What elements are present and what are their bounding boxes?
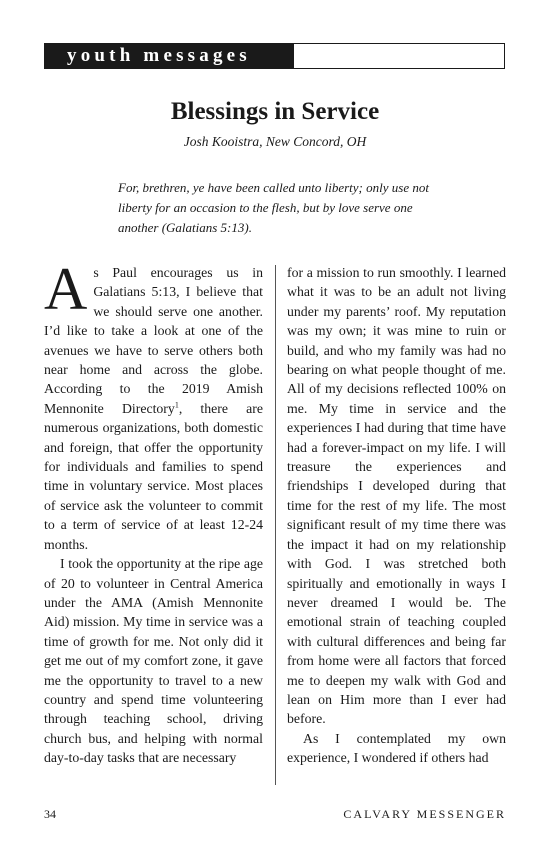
- drop-cap: A: [44, 256, 88, 322]
- page-number: 34: [44, 807, 56, 821]
- paragraph-3: As I contemplated my own experience, I wondered if others had: [287, 730, 506, 766]
- paragraph-1: [44, 256, 264, 554]
- column-divider: [275, 265, 276, 785]
- section-header-bar: [44, 43, 505, 69]
- epigraph-quote: For, brethren, ye have been called unto liberty; only use not liberty for an occasion to the flesh, but by love serve one another (Galatians 5:13).: [118, 180, 429, 235]
- section-label: youth messages: [45, 44, 294, 68]
- right-column: [287, 263, 506, 768]
- paragraph-2-continued: for a mission to run smoothly. I learned what it was to be an adult not living under my parents’ roof. My reputation was my own; it was mine to ruin or build, and who my family was had no bearing on what people thought of me. All of my decisions reflected 100% on me. My time in service and the experiences I had during that time have had a forever-impact on my life. I will treasure the experiences and friendships I developed during that time for the rest of my life. The most significant result of my time there was the impact it had on my relationship with God. I was stretched both spiritually and emotionally in ways I never dreamed I would be. The emotional strain of teaching coupled with cultural differences and being far from home were all factors that forced me to deepen my walk with God and lean on Him more than I ever had before.: [287, 265, 506, 727]
- left-column: [44, 256, 264, 768]
- paragraph-1-text-b: , there are numerous organizations, both domestic and foreign, that offer the opportunity for individuals and families to spend time in voluntary service. Most places of service ask the volunteer to commit to a term of service of at least 12-24 months.: [44, 400, 264, 552]
- footnote-ref: 1: [174, 400, 179, 410]
- article-author: Josh Kooistra, New Concord, OH: [183, 134, 367, 149]
- paragraph-2: I took the opportunity at the ripe age of 20 to volunteer in Central America under the AMA (Amish Mennonite Aid) mission. My time in service was a time of growth for me. Not only did it get me out of my comfort zone, it gave me the opportunity to travel to a new country and spend time volunteering through teaching school, driving church bus, and helping with normal day-to-day tasks that are necessary: [44, 556, 263, 766]
- article-title: Blessings in Service: [170, 98, 380, 125]
- paragraph-1-text-a: s Paul encourages us in Galatians 5:13, I believe that we should serve one another. I’d like to take a look at one of the avenues we have to serve others both near home and across the globe. According to the 2019 Amish Mennonite Directory: [44, 265, 263, 416]
- magazine-name: CALVARY MESSENGER: [343, 807, 506, 821]
